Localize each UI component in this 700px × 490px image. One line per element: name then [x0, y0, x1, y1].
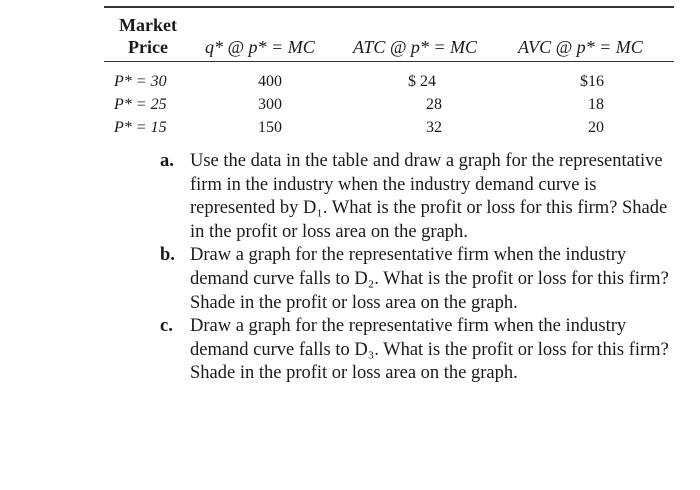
table-top-rule: [104, 6, 674, 8]
price-cell: P* = 25: [114, 96, 167, 113]
header-price: Price: [128, 37, 168, 57]
atc-cell: 32: [426, 119, 442, 136]
price-cell: P* = 30: [114, 73, 167, 90]
question-text: Draw a graph for the representative firm when the industry demand curve falls to D₂. What is the profit or loss for this firm? Shade in the profit or loss area on the graph.: [190, 245, 669, 313]
table-row: [114, 95, 167, 115]
question-list: [160, 150, 675, 386]
avc-cell: $16: [580, 73, 604, 90]
header-market: Market: [119, 15, 177, 35]
question-label: b.: [160, 245, 175, 266]
avc-cell: 18: [588, 96, 604, 113]
avc-cell: 20: [588, 119, 604, 136]
question-label: c.: [160, 316, 173, 337]
header-atc: ATC @ p* = MC: [353, 37, 478, 57]
question-c: [160, 315, 675, 386]
table-row: [114, 118, 167, 138]
question-label: a.: [160, 151, 174, 171]
question-b: [160, 244, 675, 315]
table-header-rule: [104, 61, 674, 62]
price-cell: P* = 15: [114, 119, 167, 136]
q-cell: 400: [258, 73, 282, 90]
header-q: q* @ p* = MC: [205, 37, 315, 57]
q-cell: 300: [258, 96, 282, 113]
atc-cell: 28: [426, 96, 442, 113]
header-avc: AVC @ p* = MC: [518, 37, 643, 57]
question-a: [160, 150, 675, 244]
q-cell: 150: [258, 119, 282, 136]
question-text: Draw a graph for the representative firm when the industry demand curve falls to D₃. What is the profit or loss for this firm? Shade in the profit or loss area on the graph.: [190, 316, 669, 384]
atc-cell: $ 24: [408, 73, 436, 90]
question-text: Use the data in the table and draw a graph for the representative firm in the industry when the industry demand curve is represented by D₁. What is the profit or loss for this firm? Shade in the profit or loss area on the graph.: [190, 151, 668, 242]
table-row: [114, 72, 167, 92]
